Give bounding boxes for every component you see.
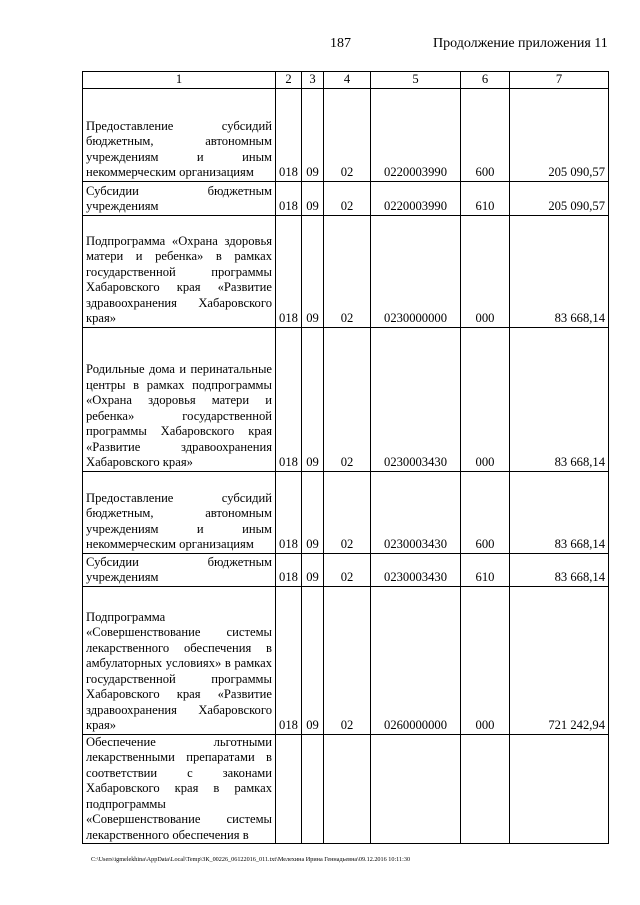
row-code <box>276 734 302 844</box>
column-header: 5 <box>371 72 461 89</box>
appendix-title: Продолжение приложения 11 <box>433 36 608 51</box>
row-amount <box>510 734 609 844</box>
row-target-article <box>371 734 461 844</box>
row-description: Подпрограмма «Охрана здоровья матери и ребенка» в рамках государственной программы Хабаровского края «Развитие здравоохранения Хабаровского края» <box>83 215 276 327</box>
row-amount: 721 242,94 <box>510 586 609 734</box>
row-subsection <box>324 734 371 844</box>
row-subsection: 02 <box>324 471 371 553</box>
column-header: 6 <box>461 72 510 89</box>
row-section: 09 <box>302 553 324 586</box>
row-code: 018 <box>276 327 302 471</box>
column-header: 4 <box>324 72 371 89</box>
row-subsection: 02 <box>324 215 371 327</box>
row-expense-type: 610 <box>461 553 510 586</box>
column-header: 7 <box>510 72 609 89</box>
column-header: 1 <box>83 72 276 89</box>
table-row <box>83 553 609 586</box>
row-code: 018 <box>276 88 302 181</box>
footer-file-path: C:\Users\igmelekhina\AppData\Local\Temp\ЗК_00226_06122016_011.txt\Мелехина Ирина Геннадьевна\09.12.2016 10:11:30 <box>91 856 411 863</box>
row-section: 09 <box>302 586 324 734</box>
row-amount: 83 668,14 <box>510 327 609 471</box>
row-description: Предоставление субсидий бюджетным, автономным учреждениям и иным некоммерческим организациям <box>83 471 276 553</box>
row-section: 09 <box>302 181 324 215</box>
row-code: 018 <box>276 215 302 327</box>
row-section: 09 <box>302 327 324 471</box>
table-header-row <box>83 72 609 89</box>
row-description: Субсидии бюджетным учреждениям <box>83 553 276 586</box>
row-description: Подпрограмма «Совершенствование системы лекарственного обеспечения в амбулаторных условиях» в рамках государственной программы Хабаровского края «Развитие здравоохранения Хабаровского края» <box>83 586 276 734</box>
row-section: 09 <box>302 88 324 181</box>
row-expense-type <box>461 734 510 844</box>
table-row <box>83 181 609 215</box>
row-expense-type: 000 <box>461 327 510 471</box>
row-expense-type: 610 <box>461 181 510 215</box>
row-code: 018 <box>276 553 302 586</box>
row-subsection: 02 <box>324 181 371 215</box>
table-row <box>83 327 609 471</box>
table-row <box>83 215 609 327</box>
row-amount: 205 090,57 <box>510 181 609 215</box>
row-target-article: 0220003990 <box>371 88 461 181</box>
row-code: 018 <box>276 181 302 215</box>
table-row <box>83 734 609 844</box>
row-target-article: 0230000000 <box>371 215 461 327</box>
row-expense-type: 600 <box>461 471 510 553</box>
row-target-article: 0230003430 <box>371 327 461 471</box>
row-section: 09 <box>302 215 324 327</box>
row-amount: 83 668,14 <box>510 471 609 553</box>
row-section: 09 <box>302 471 324 553</box>
row-amount: 205 090,57 <box>510 88 609 181</box>
row-subsection: 02 <box>324 327 371 471</box>
row-section <box>302 734 324 844</box>
row-code: 018 <box>276 586 302 734</box>
column-header: 3 <box>302 72 324 89</box>
row-target-article: 0220003990 <box>371 181 461 215</box>
row-target-article: 0230003430 <box>371 553 461 586</box>
table-row <box>83 88 609 181</box>
row-amount: 83 668,14 <box>510 215 609 327</box>
row-amount: 83 668,14 <box>510 553 609 586</box>
row-subsection: 02 <box>324 553 371 586</box>
row-target-article: 0260000000 <box>371 586 461 734</box>
row-expense-type: 600 <box>461 88 510 181</box>
row-description: Субсидии бюджетным учреждениям <box>83 181 276 215</box>
table-row <box>83 586 609 734</box>
row-description: Родильные дома и перинатальные центры в рамках подпрограммы «Охрана здоровья матери и ребенка» государственной программы Хабаровского края «Развитие здравоохранения Хабаровского края» <box>83 327 276 471</box>
row-expense-type: 000 <box>461 586 510 734</box>
page-number: 187 <box>330 36 351 51</box>
row-target-article: 0230003430 <box>371 471 461 553</box>
column-header: 2 <box>276 72 302 89</box>
row-code: 018 <box>276 471 302 553</box>
row-description: Предоставление субсидий бюджетным, автономным учреждениям и иным некоммерческим организациям <box>83 88 276 181</box>
table-row <box>83 471 609 553</box>
row-description: Обеспечение льготными лекарственными препаратами в соответствии с законами Хабаровского края в рамках подпрограммы «Совершенствование системы лекарственного обеспечения в <box>83 734 276 844</box>
budget-table <box>82 71 609 844</box>
row-subsection: 02 <box>324 88 371 181</box>
row-expense-type: 000 <box>461 215 510 327</box>
row-subsection: 02 <box>324 586 371 734</box>
